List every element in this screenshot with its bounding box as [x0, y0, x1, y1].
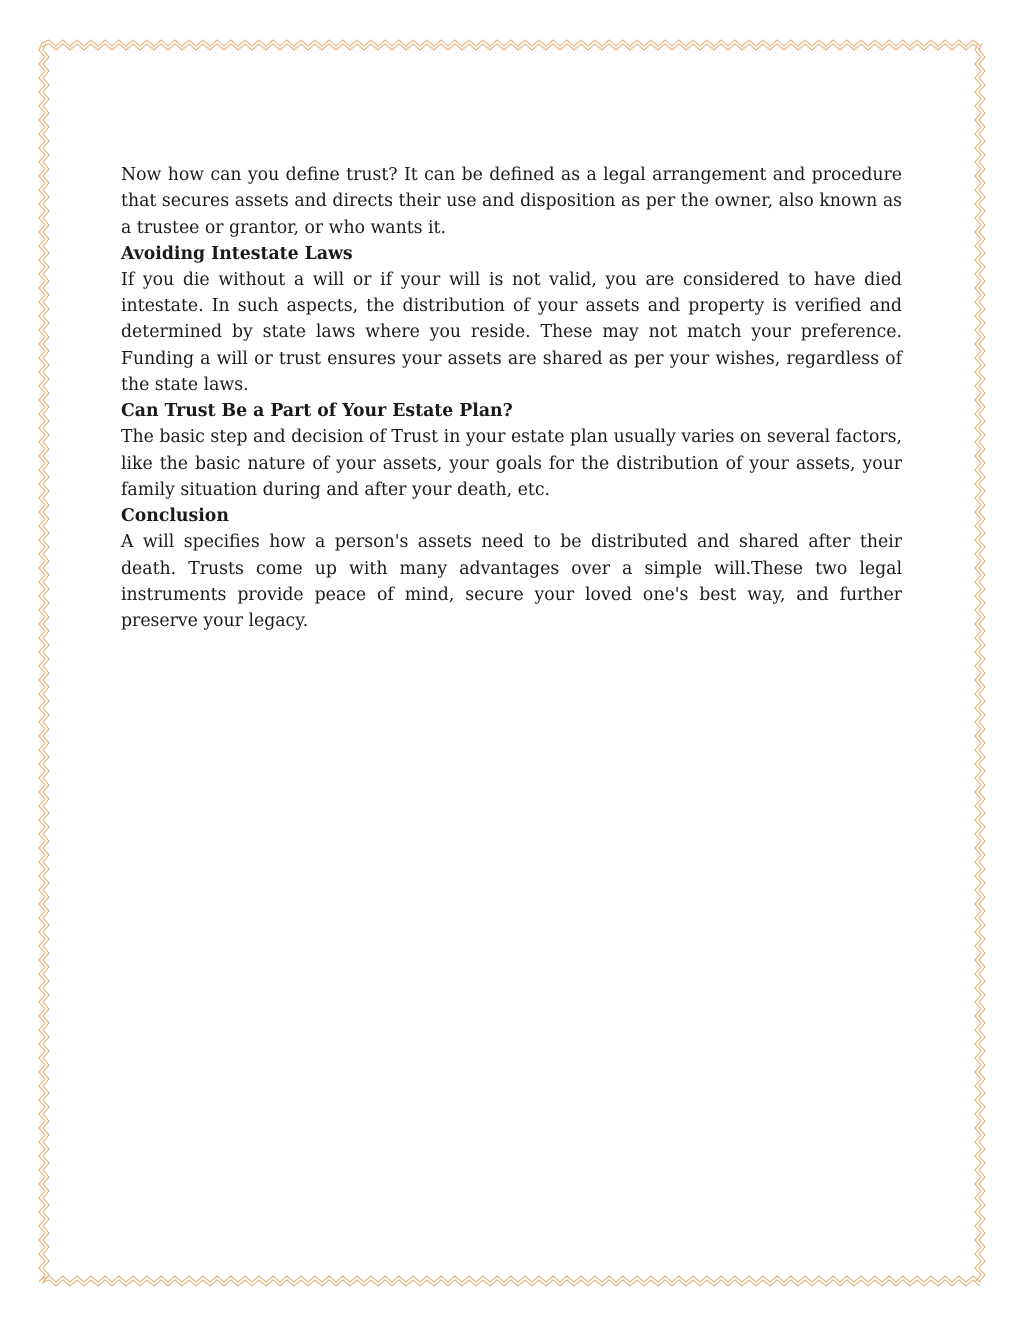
border-zigzag-line — [979, 43, 985, 1282]
section-body-avoiding-intestate-laws: If you die without a will or if your will is not valid, you are considered to have died intestate. In such aspects, the distribution of your assets and property is verified and determined by state laws where you reside. These may not match your preference. Funding a will or trust ensures your assets are shared as per your wishes, regardless of the state laws. — [121, 269, 902, 396]
border-zigzag-line — [42, 44, 980, 50]
border-zigzag-line — [42, 1276, 980, 1282]
section-body-conclusion: A will specifies how a person's assets need to be distributed and shared after their death. Trusts come up with many advantages over a simple will.These two legal instruments provide peace of mind, secure your loved one's best way, and further preserve your legacy. — [121, 532, 902, 632]
border-zigzag-line — [43, 43, 49, 1282]
border-zigzag-line — [39, 43, 45, 1282]
border-zigzag-line — [42, 40, 980, 46]
intro-paragraph: Now how can you define trust? It can be defined as a legal arrangement and procedure that secures assets and directs their use and disposition as per the owner, also known as a trustee or grantor, or who wants it. — [121, 165, 902, 238]
border-zigzag-line — [42, 1280, 980, 1286]
section-body-estate-plan: The basic step and decision of Trust in your estate plan usually varies on several factors, like the basic nature of your assets, your goals for the distribution of your assets, your family situation during and after your death, etc. — [121, 427, 902, 500]
section-heading-avoiding-intestate-laws: Avoiding Intestate Laws — [121, 243, 353, 264]
border-zigzag-line — [975, 43, 981, 1282]
section-heading-estate-plan: Can Trust Be a Part of Your Estate Plan? — [121, 401, 513, 422]
document-content — [121, 162, 902, 634]
section-heading-conclusion: Conclusion — [121, 506, 229, 527]
